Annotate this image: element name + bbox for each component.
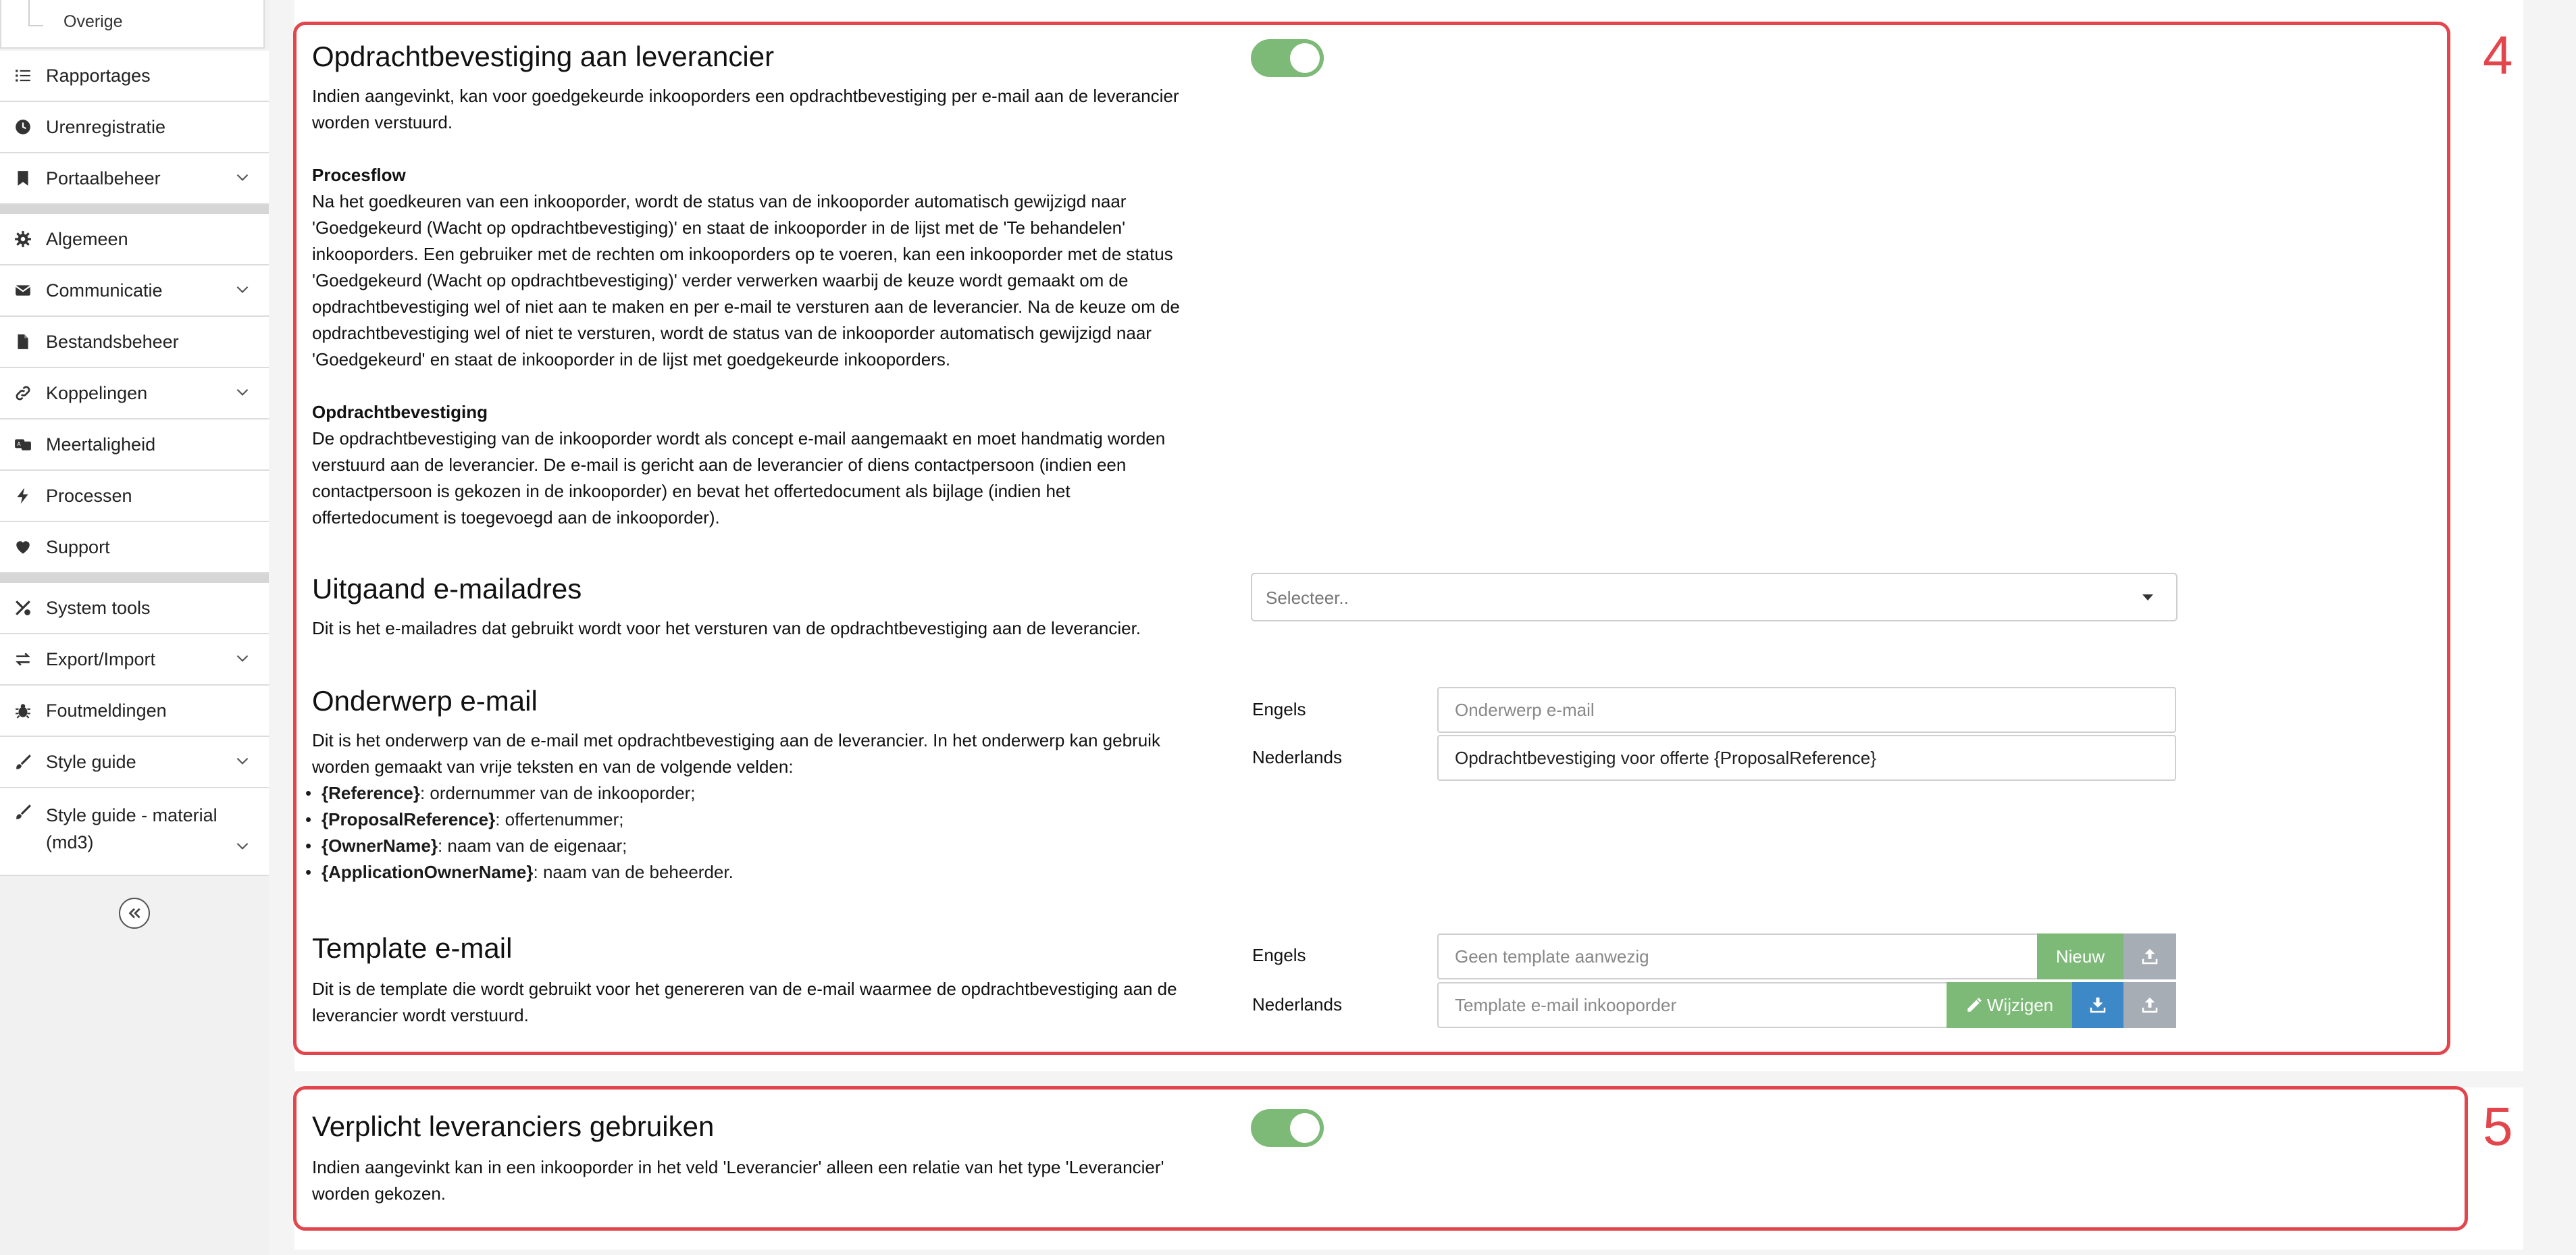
select-placeholder: Selecteer.. [1266,588,1349,608]
sidebar-item-label: Support [46,536,110,557]
collapse-sidebar-button[interactable] [119,898,150,929]
bolt-icon [0,487,46,505]
sidebar-separator [0,205,269,214]
sidebar-item-meertaligheid[interactable] [0,419,269,471]
file-icon [0,333,46,351]
text-line: worden gekozen. [312,1183,446,1204]
list-item [321,833,733,859]
text-line: offertedocument is toegevoegd aan de inkooporder). [312,507,720,528]
procesflow-block [312,162,1180,373]
list-item [321,859,733,886]
email-description: Dit is het e-mailadres dat gebruikt wordt voor het versturen van de opdrachtbevestiging aan de leverancier. [312,618,1141,638]
outgoing-email-select[interactable] [1251,573,2178,621]
template-title: Template e-mail [312,932,513,964]
chevron-down-icon [234,649,257,670]
sidebar-item-label: Processen [46,485,132,506]
text-line: inkooporders. Een gebruiker met de rechten om inkooporders op te voeren, kan een inkooporder met de status [312,244,1173,264]
text-line: worden gemaakt van vrije teksten en van de volgende velden: [312,757,794,777]
download-template-button[interactable] [2072,982,2123,1028]
sidebar-item-communicatie[interactable] [0,265,269,317]
section-number-4: 4 [2483,25,2513,85]
subject-input-nl[interactable]: Opdrachtbevestiging voor offerte {ProposalReference} [1437,735,2176,781]
sidebar-item-export-import[interactable] [0,634,269,686]
tree-line [28,25,43,26]
sidebar-item-bestandsbeheer[interactable] [0,317,269,368]
upload-template-button-en[interactable] [2123,933,2176,979]
section-number-5: 5 [2483,1096,2513,1156]
edit-template-label: Wijzigen [1986,994,2054,1015]
sidebar-item-system-tools[interactable] [0,583,269,634]
template-input-nl[interactable]: Template e-mail inkooporder [1437,982,1948,1028]
template-label-en: Engels [1252,945,1306,965]
template-input-en[interactable]: Geen template aanwezig [1437,933,2038,979]
chevron-down-icon [234,280,257,301]
sidebar-item-label: Algemeen [46,228,128,249]
field-key: {OwnerName} [321,836,438,856]
svg-text:A: A [17,441,21,448]
language-icon [0,436,46,453]
text-line: worden verstuurd. [312,112,453,132]
sidebar-subitem-label: Overige [63,12,123,31]
toggle-knob [1290,1113,1320,1143]
list-item [321,780,733,806]
field-desc: : naam van de beheerder. [533,862,733,882]
brush-icon [0,803,46,821]
field-desc: : offertenummer; [495,809,624,829]
list-icon [0,67,46,84]
subject-label-en: Engels [1252,699,1306,719]
field-key: {ProposalReference} [321,809,496,829]
toggle-knob [1290,43,1320,73]
verplicht-leveranciers-toggle[interactable] [1251,1109,1324,1147]
section-title: Opdrachtbevestiging aan leverancier [312,41,775,72]
sidebar-item-label: Koppelingen [46,382,148,403]
sidebar-item-koppelingen[interactable] [0,368,269,419]
text-line: 'Goedgekeurd (Wacht op opdrachtbevestiging)' en staat de inkooporder in de lijst met de 'Te behandelen' [312,217,1126,238]
text-line: verstuurd aan de leverancier. De e-mail is gericht aan de leverancier of diens contactpersoon (indien een [312,455,1127,475]
list-item [321,806,733,833]
text-line: opdrachtbevestiging wel of niet aan te maken en per e-mail te versturen aan de leverancier. Na de keuze om de [312,297,1180,317]
text-line: Indien aangevinkt kan in een inkooporder in het veld 'Leverancier' alleen een relatie van het type 'Leverancier' [312,1157,1164,1177]
bug-icon [0,702,46,719]
clock-icon [0,118,46,136]
template-description [312,976,1177,1029]
link-icon [0,384,46,402]
text-line: Dit is het onderwerp van de e-mail met opdrachtbevestiging aan de leverancier. In het onderwerp kan gebruik [312,730,1160,750]
procesflow-heading: Procesflow [312,165,406,185]
text-line: contactpersoon is gekozen in de inkooporder) en bevat het offertedocument als bijlage (indien het [312,481,1071,501]
sidebar-item-label: Urenregistratie [46,116,166,137]
tree-line [28,0,30,26]
new-template-button[interactable]: Nieuw [2037,933,2123,979]
field-desc: : naam van de eigenaar; [437,836,627,856]
sidebar-item-foutmeldingen[interactable] [0,686,269,737]
sidebar-item-label: Export/Import [46,648,156,669]
text-line: De opdrachtbevestiging van de inkooporder wordt als concept e-mail aangemaakt en moet handmatig worden [312,428,1166,449]
brush-icon [0,753,46,771]
download-icon [2088,995,2108,1015]
pencil-icon [1965,996,1983,1014]
text-line: Na het goedkeuren van een inkooporder, wordt de status van de inkooporder automatisch gewijzigd naar [312,191,1127,211]
sidebar-item-label: Foutmeldingen [46,700,167,721]
sidebar-item-label-line1: Style guide - material [46,805,217,825]
field-desc: : ordernummer van de inkooporder; [419,783,696,803]
subject-title: Onderwerp e-mail [312,685,538,717]
sidebar-item-label: Communicatie [46,280,163,301]
sidebar-item-style-guide-material[interactable] [0,788,269,876]
text-line: 'Goedgekeurd' en staat de inkooporder in de lijst met goedgekeurde inkooporders. [312,349,951,369]
sidebar-subitem-overige[interactable] [0,0,265,49]
sidebar-item-label: Style guide [46,751,136,772]
subject-fields-list [321,780,733,886]
text-line: Indien aangevinkt, kan voor goedgekeurde inkooporders een opdrachtbevestiging per e-mail aan de leverancier [312,86,1179,106]
top-panel-edge [294,0,2523,18]
heart-icon [0,538,46,556]
sidebar-item-algemeen[interactable] [0,214,269,265]
sidebar-item-label: Portaalbeheer [46,168,161,188]
upload-icon [2140,946,2160,967]
double-chevron-left-icon [126,904,143,922]
chevron-down-icon [234,752,257,773]
subject-description [312,727,1160,780]
section-intro [312,83,1179,136]
sidebar-separator [0,573,269,583]
upload-icon [2140,995,2160,1015]
field-key: {ApplicationOwnerName} [321,862,534,882]
sidebar-item-label: Meertaligheid [46,434,156,455]
chevron-down-icon [234,837,257,858]
sidebar-item-label: System tools [46,597,151,618]
text-line: leverancier wordt verstuurd. [312,1005,529,1025]
opdrachtbevestiging-block [312,399,1165,531]
subject-label-nl: Nederlands [1252,747,1342,767]
caret-down-icon [2142,594,2153,600]
sidebar [0,0,269,1255]
email-title: Uitgaand e-mailadres [312,573,582,605]
template-label-nl: Nederlands [1252,994,1342,1015]
sidebar-item-support[interactable] [0,522,269,573]
bookmark-icon [0,170,46,187]
section-title: Verplicht leveranciers gebruiken [312,1110,715,1142]
chevron-down-icon [234,383,257,404]
chevron-down-icon [234,168,257,189]
sidebar-item-style-guide[interactable] [0,737,269,788]
sidebar-item-label: Rapportages [46,65,151,86]
section-description [312,1154,1164,1207]
exchange-icon [0,650,46,668]
sidebar-item-urenregistratie[interactable] [0,102,269,153]
upload-template-button-nl[interactable] [2123,982,2176,1028]
text-line: opdrachtbevestiging wel of niet te versturen, wordt de status van de inkooporder automatisch gewijzigd naar [312,323,1152,343]
text-line: 'Goedgekeurd (Wacht op opdrachtbevestiging)' verder verwerken waarbij de keuze wordt gemaakt om de [312,270,1129,290]
sidebar-item-label [46,802,234,856]
tools-icon [0,599,46,617]
edit-template-button[interactable] [1947,982,2072,1028]
gear-icon [0,230,46,248]
text-line: Dit is de template die wordt gebruikt voor het genereren van de e-mail waarmee de opdrachtbevestiging aan de [312,979,1177,999]
sidebar-item-label: Bestandsbeheer [46,331,179,352]
envelope-icon [0,282,46,299]
subject-input-en[interactable]: Onderwerp e-mail [1437,687,2176,733]
sidebar-item-label-line2: (md3) [46,832,94,852]
sidebar-item-rapportages[interactable] [0,51,269,102]
sidebar-item-portaalbeheer[interactable] [0,153,269,205]
opdrachtbevestiging-heading: Opdrachtbevestiging [312,402,488,422]
opdrachtbevestiging-toggle[interactable] [1251,39,1324,77]
field-key: {Reference} [321,783,420,803]
sidebar-item-processen[interactable] [0,471,269,522]
